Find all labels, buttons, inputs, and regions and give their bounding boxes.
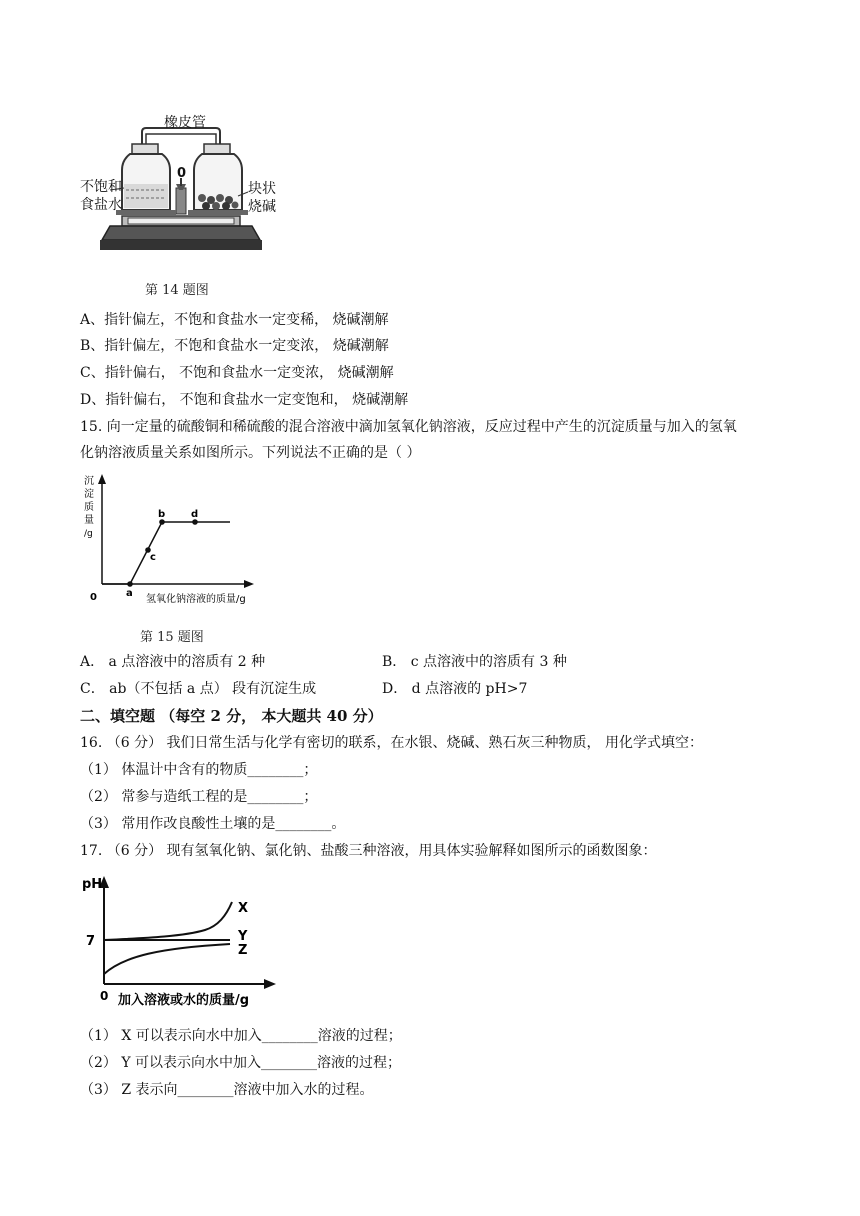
curve-x xyxy=(104,902,232,940)
figure-15-caption: 第 15 题图 xyxy=(140,630,204,645)
q14-option-b: B、指针偏左，不饱和食盐水一定变浓， 烧碱潮解 xyxy=(80,338,389,354)
caustic-soda-label-line1: 块状 xyxy=(248,181,276,197)
y-axis-label-char-1: 沉 xyxy=(84,476,94,487)
ph-origin-label: 0 xyxy=(100,989,109,1003)
rubber-tube-label: 橡皮管 xyxy=(164,115,206,131)
ph-graph-drawing xyxy=(80,868,290,1008)
q16-item-1: （1） 体温计中含有的物质________； xyxy=(80,762,318,778)
point-d-label: d xyxy=(191,509,199,520)
figure-14-caption: 第 14 题图 xyxy=(145,283,209,298)
q17-ph-graph xyxy=(80,868,290,1008)
zero-mark-label: 0 xyxy=(177,166,187,181)
point-a xyxy=(127,581,133,587)
q15-stem-line2: 化钠溶液质量关系如图所示。下列说法不正确的是（ ） xyxy=(80,445,421,461)
q16-item-2: （2） 常参与造纸工程的是________； xyxy=(80,789,318,805)
q14-option-a: A、指针偏左，不饱和食盐水一定变稀， 烧碱潮解 xyxy=(80,312,389,328)
q16-item-3: （3） 常用作改良酸性土壤的是________。 xyxy=(80,816,346,832)
point-c-label: c xyxy=(150,552,156,563)
ph-axis-label: pH xyxy=(82,877,103,892)
x-axis-arrow xyxy=(244,580,254,588)
series-y-label: Y xyxy=(238,929,248,944)
figure-14 xyxy=(80,108,300,278)
q14-option-d: D、指针偏右， 不饱和食盐水一定变饱和， 烧碱潮解 xyxy=(80,392,409,408)
point-b-label: b xyxy=(158,509,166,520)
y-axis-label-char-2: 淀 xyxy=(84,489,94,500)
q14-option-c: C、指针偏右， 不饱和食盐水一定变浓， 烧碱潮解 xyxy=(80,365,394,381)
y-axis-label-char-5: /g xyxy=(84,529,93,539)
q15-option-d: D． d 点溶液的 pH>7 xyxy=(382,681,528,697)
q16-stem: 16. （6 分） 我们日常生活与化学有密切的联系，在水银、烧碱、熟石灰三种物质， 用化学式填空： xyxy=(80,735,703,751)
y-axis-arrow xyxy=(98,474,106,484)
ph-x-axis-arrow xyxy=(264,979,276,989)
origin-label: 0 xyxy=(90,592,97,603)
saltwater-label-line1: 不饱和 xyxy=(80,179,122,195)
section-2-heading: 二、填空题 （每空 2 分， 本大题共 40 分） xyxy=(80,707,383,725)
q17-stem: 17. （6 分） 现有氢氧化钠、氯化钠、盐酸三种溶液，用具体实验解释如图所示的函数图象： xyxy=(80,843,657,859)
q17-item-3: （3） Z 表示向________溶液中加入水的过程。 xyxy=(80,1082,374,1098)
q15-option-b: B． c 点溶液中的溶质有 3 种 xyxy=(382,654,567,670)
ph-seven-label: 7 xyxy=(86,934,96,949)
q15-chart xyxy=(80,470,280,610)
ph-x-axis-label: 加入溶液或水的质量/g xyxy=(118,993,250,1008)
point-d xyxy=(192,519,198,525)
curve-z xyxy=(104,944,230,974)
q17-item-1: （1） X 可以表示向水中加入________溶液的过程； xyxy=(80,1028,402,1044)
q15-stem-line1: 15. 向一定量的硫酸铜和稀硫酸的混合溶液中滴加氢氧化钠溶液，反应过程中产生的沉淀质量与加入的氢氧 xyxy=(80,419,737,435)
saltwater-label-line2: 食盐水 xyxy=(80,197,122,213)
point-a-label: a xyxy=(126,588,133,599)
y-axis-label-char-3: 质 xyxy=(84,502,94,513)
q15-option-a: A． a 点溶液中的溶质有 2 种 xyxy=(80,654,266,670)
series-x-label: X xyxy=(238,901,249,916)
y-axis-label-char-4: 量 xyxy=(84,515,94,526)
series-z-label: Z xyxy=(238,943,248,958)
point-b xyxy=(159,519,165,525)
caustic-soda-label-line2: 烧碱 xyxy=(248,199,276,215)
x-axis-label: 氢氧化钠溶液的质量/g xyxy=(146,594,246,605)
q15-option-c: C． ab（不包括 a 点） 段有沉淀生成 xyxy=(80,681,317,697)
precipitate-mass-chart xyxy=(80,470,280,610)
q17-item-2: （2） Y 可以表示向水中加入________溶液的过程； xyxy=(80,1055,402,1071)
precipitate-curve xyxy=(102,522,230,584)
